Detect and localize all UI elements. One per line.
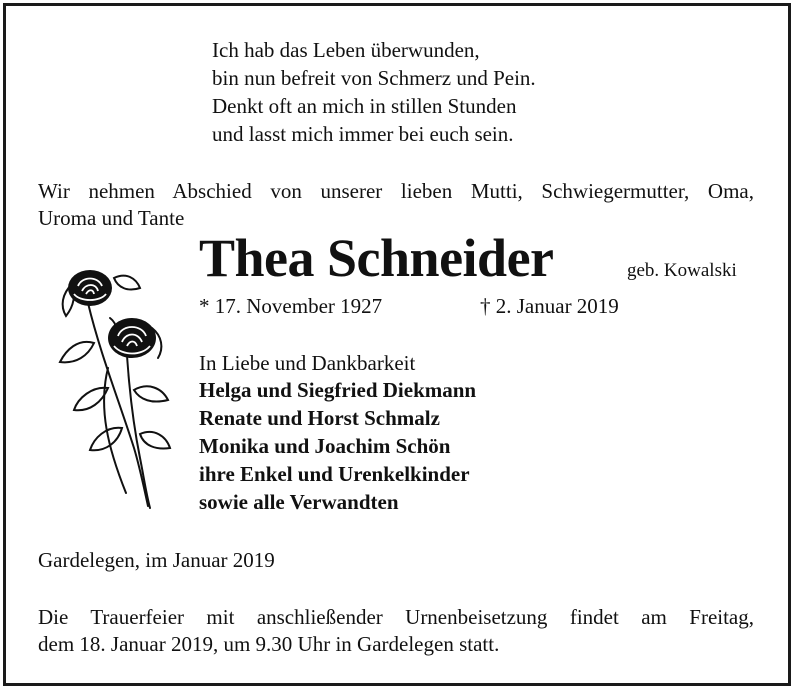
mourners-intro: In Liebe und Dankbarkeit: [199, 351, 416, 375]
funeral-line-2: dem 18. Januar 2019, um 9.30 Uhr in Gardelegen statt.: [38, 632, 500, 656]
rose-bouquet-icon: [48, 258, 178, 513]
intro-line-2: Uroma und Tante: [38, 206, 185, 230]
place-date: Gardelegen, im Januar 2019: [38, 548, 275, 572]
poem-line: und lasst mich immer bei euch sein.: [212, 122, 514, 146]
mourner-name: Monika und Joachim Schön: [199, 434, 451, 458]
poem-line: bin nun befreit von Schmerz und Pein.: [212, 66, 536, 90]
mourner-name: Renate und Horst Schmalz: [199, 406, 440, 430]
poem-line: Denkt oft an mich in stillen Stunden: [212, 94, 517, 118]
obituary-notice: [3, 3, 791, 686]
mourner-name: ihre Enkel und Urenkelkinder: [199, 462, 470, 486]
death-date: † 2. Januar 2019: [480, 294, 619, 318]
mourner-name: sowie alle Verwandten: [199, 490, 399, 514]
intro-line-1: Wir nehmen Abschied von unserer lieben Mutti, Schwiegermutter, Oma,: [38, 179, 754, 203]
poem-line: Ich hab das Leben überwunden,: [212, 38, 480, 62]
funeral-line-1: Die Trauerfeier mit anschließender Urnenbeisetzung findet am Freitag,: [38, 605, 754, 629]
birth-date: * 17. November 1927: [199, 294, 383, 318]
deceased-name: Thea Schneider: [199, 228, 554, 288]
birth-name: geb. Kowalski: [627, 260, 737, 281]
mourner-name: Helga und Siegfried Diekmann: [199, 378, 477, 402]
